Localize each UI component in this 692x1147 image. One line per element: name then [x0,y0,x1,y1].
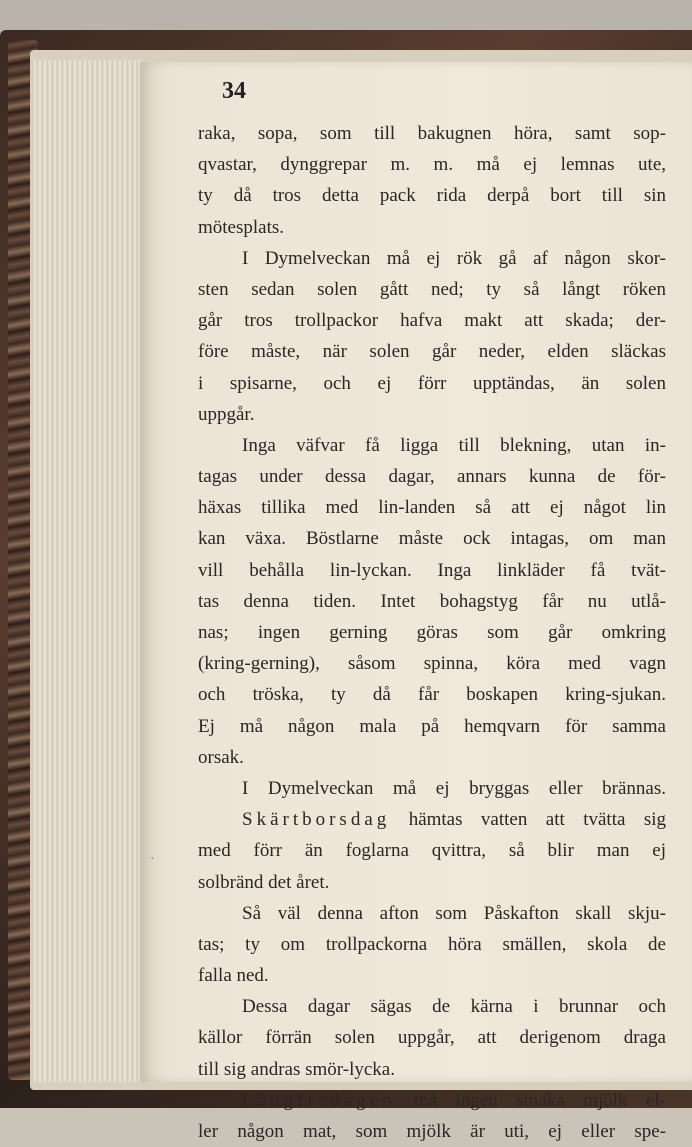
text-line: tas denna tiden. Intet bohagstyg får nu utlå- [198,590,666,612]
emphasized-word: Skärtborsdag [242,809,391,831]
text-line: med förr än foglarna qvittra, så blir man ej [198,840,666,862]
text-run: må ingen smaka mjölk el- [395,1089,666,1111]
text-line: raka, sopa, som till bakugnen höra, samt sop- [198,123,666,144]
text-line: I Dymelveckan må ej rök gå af någon skor- [242,247,666,269]
text-line: falla ned. [198,965,269,987]
text-line: (kring-gerning), såsom spinna, köra med vagn [198,653,666,675]
text-line: tagas under dessa dagar, annars kunna de för- [198,466,666,488]
text-line: går tros trollpackor hafva makt att skada; der- [198,310,666,332]
ink-speck: · [150,852,155,867]
text-line: ty då tros detta pack rida derpå bort till sin [198,185,666,207]
text-line: orsak. [198,746,244,768]
body-text [198,118,666,1147]
text-line: och tröska, ty då får boskapen kring-sjukan. [198,684,666,706]
text-line: Inga väfvar få ligga till blekning, utan in- [242,434,666,456]
text-line [198,804,666,835]
text-line: före måste, när solen går neder, elden släckas [198,341,666,363]
text-line: qvastar, dynggrepar m. m. må ej lemnas ute, [198,154,666,176]
text-line: Ej må någon mala på hemqvarn för samma [198,715,666,737]
page-number: 34 [222,78,246,104]
text-line: I Dymelveckan må ej bryggas eller brännas. [242,777,666,799]
text-line: mötesplats. [198,216,285,238]
text-line: Så väl denna afton som Påskafton skall skju- [242,902,666,924]
text-line: sten sedan solen gått ned; ty så långt röken [198,278,666,300]
emphasized-word: Långfredagen [242,1089,396,1111]
text-line: Dessa dagar sägas de kärna i brunnar och [242,996,666,1018]
page-edges [34,60,144,1082]
text-line: tas; ty om trollpackorna höra smällen, skola de [198,933,666,955]
text-line: kan växa. Böstlarne måste ock intagas, om man [198,528,666,550]
text-line: häxas tillika med lin-landen så att ej något lin [198,497,666,519]
text-line: nas; ingen gerning göras som går omkring [198,622,666,643]
text-line: vill behålla lin-lyckan. Inga linkläder få tvät- [198,559,666,581]
text-line: källor förrän solen uppgår, att derigenom draga [198,1027,666,1049]
text-line: till sig andras smör-lycka. [198,1058,395,1080]
text-line: solbränd det året. [198,871,330,893]
text-line: uppgår. [198,403,255,425]
text-line: i spisarne, och ej förr upptändas, än solen [198,372,666,394]
text-line [198,1085,666,1116]
text-line: ler någon mat, som mjölk är uti, ej eller spe- [198,1121,666,1142]
text-run: hämtas vatten att tvätta sig [390,809,666,831]
